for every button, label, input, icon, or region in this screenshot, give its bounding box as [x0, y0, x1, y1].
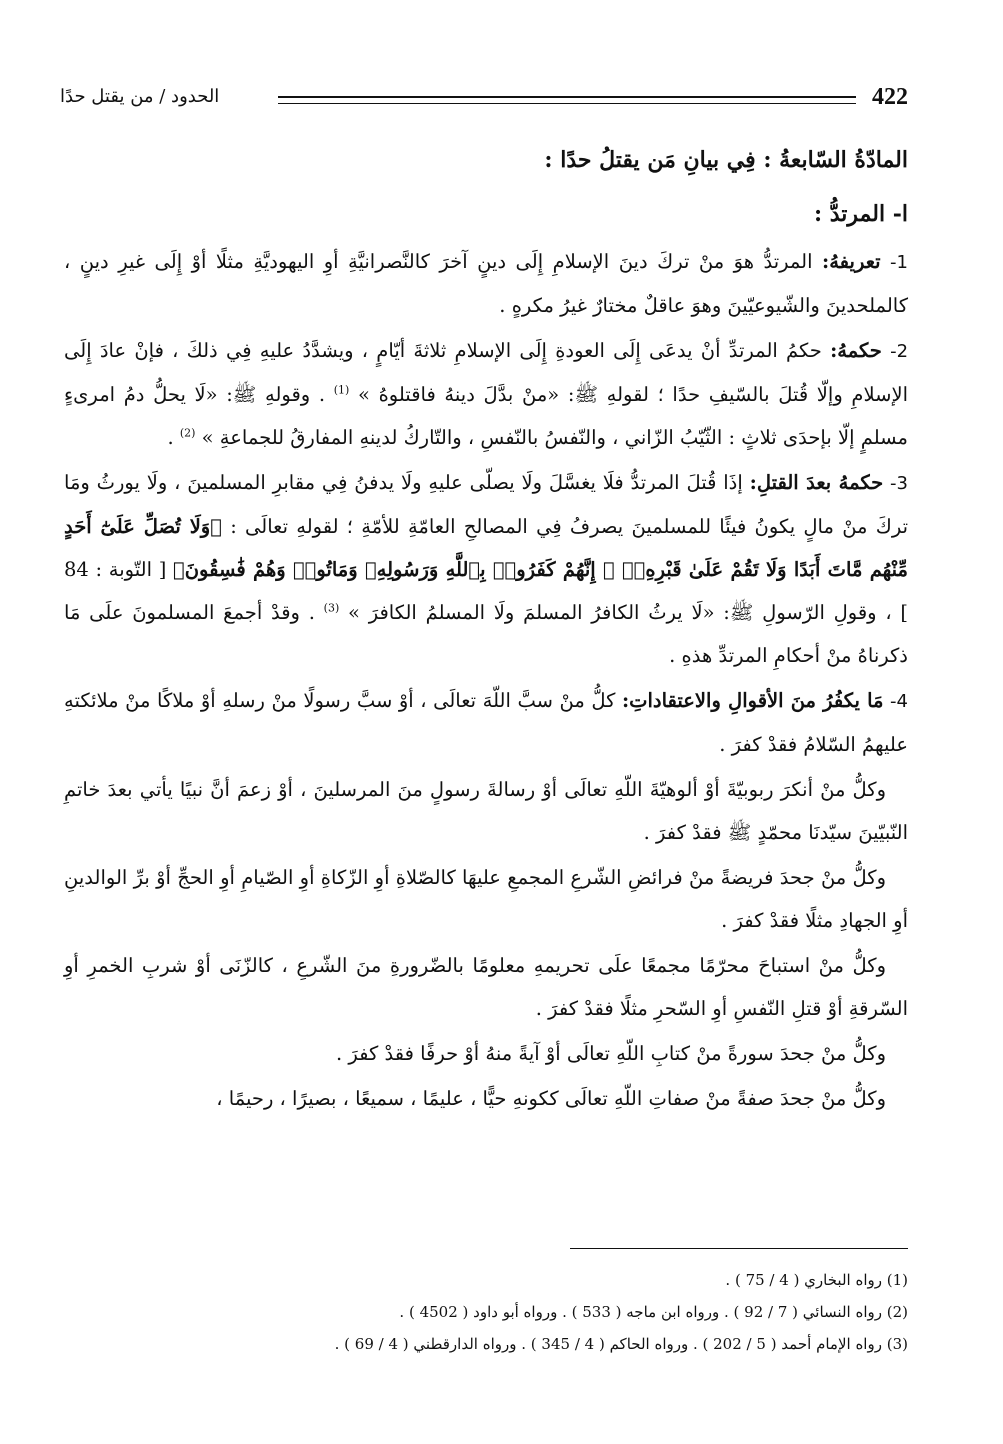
section-title: المادّةُ السّابعةُ : فِي بيانِ مَن يقتلُ حدًا :: [544, 147, 908, 173]
quran-verse: ﴿وَلَا تُصَلِّ عَلَىٰٓ أَحَدٍ مِّنْهُم مَّاتَ أَبَدًا وَلَا تَقُمْ عَلَىٰ قَبْرِهِۦٓ ۖ إِنَّهُمْ كَفَرُوا۟ بِٱللَّهِ وَرَسُولِهِۦ وَمَاتُوا۟ وَهُمْ فَٰسِقُونَ﴾: [64, 515, 908, 581]
paragraph-term: حكمهُ:: [830, 339, 882, 362]
paragraph-text: حكمُ المرتدِّ أنْ يدعَى إِلَى العودةِ إِلَى الإسلامِ ثلاثةَ أيّامٍ ، ويشدَّدُ عليهِ فِي ذلكَ ، فإنْ عادَ إِلَى الإسلامِ وإلّا قُتلَ بالسّيفِ حدًا ؛ لقولهِ ﷺ: «منْ بدَّلَ دينهُ فاقتلوهُ »: [64, 339, 909, 406]
paragraph-continuation: وكلُّ منْ جحدَ صفةً منْ صفاتِ اللّهِ تعالَى ككونهِ حيًّا ، عليمًا ، سميعًا ، بصيرًا ، رحيمًا ،: [216, 1087, 886, 1110]
paragraph-disbelief: [64, 679, 908, 766]
verse-reference: [ التّوبة : 84 ]: [64, 558, 908, 624]
paragraph-term: تعريفهُ:: [822, 250, 881, 273]
paragraph-ruling: [64, 329, 908, 459]
paragraph-continuation: وكلُّ منْ استباحَ محرّمًا مجمعًا علَى تحريمهِ معلومًا بالضّرورةِ منَ الشّرعِ ، كالزّنَى أوْ شربِ الخمرِ أوِ السّرقةِ أوْ قتلِ النّفسِ أوِ السّحرِ مثلًا فقدْ كفرَ .: [64, 954, 908, 1020]
header-rule: [278, 96, 856, 104]
footnotes: [64, 1264, 908, 1360]
paragraph-text: . وقولهِ ﷺ: «لَا يحلُّ دمُ امرىءٍ مسلمٍ إلّا بإحدَى ثلاثٍ : الثّيّبُ الزّاني ، والنّفسُ بالنّفسِ ، والتّاركُ لدينهِ المفارقُ للجماعةِ »: [64, 383, 908, 449]
paragraph-text: كلُّ منْ سبَّ اللّهَ تعالَى ، أوْ سبَّ رسولًا منْ رسلهِ أوْ ملاكًا منْ ملائكتهِ عليهمُ السّلامُ فقدْ كفرَ .: [64, 689, 908, 756]
footnote-divider: [570, 1248, 908, 1249]
paragraph-text: .: [167, 426, 174, 449]
footnote: (2) رواه النسائي ( 7 / 92 ) . ورواه ابن ماجه ( 533 ) . ورواه أبو داود ( 4502 ) .: [399, 1303, 908, 1321]
paragraph-term: مَا يكفُرُ منَ الأقوالِ والاعتقاداتِ:: [621, 689, 884, 712]
paragraph-continuation: وكلُّ منْ أنكرَ ربوبيّةَ أوْ ألوهيّةَ اللّهِ تعالَى أوْ رسالةَ رسولٍ منَ المرسلينَ ، أوْ زعمَ أنَّ نبيًا يأتي بعدَ خاتمِ النّبيّينَ سيّدنَا محمّدٍ ﷺ فقدْ كفرَ .: [64, 778, 908, 844]
paragraph-continuation: وكلُّ منْ جحدَ فريضةً منْ فرائضِ الشّرعِ المجمعِ عليهَا كالصّلاةِ أوِ الزّكاةِ أوِ الصّيامِ أوِ الحجِّ أوْ برِّ الوالدينِ أوِ الجهادِ مثلًا فقدْ كفرَ .: [64, 866, 908, 932]
paragraph-term: حكمهُ بعدَ القتلِ:: [749, 471, 884, 494]
footnote: (3) رواه الإمام أحمد ( 5 / 202 ) . ورواه الحاكم ( 4 / 345 ) . ورواه الدارقطني ( 4 / 69 ) .: [334, 1335, 908, 1353]
footnote-ref: (1): [333, 383, 350, 397]
page-body: [64, 132, 908, 1122]
footnote: (1) رواه البخاري ( 4 / 75 ) .: [725, 1271, 908, 1289]
paragraph-number: 4-: [890, 691, 908, 712]
running-title: الحدود / من يقتل حدًا: [60, 86, 220, 107]
paragraph-number: 3-: [890, 473, 908, 494]
paragraph-text: ، وقولِ الرّسولِ ﷺ: «لَا يرثُ الكافرُ المسلمَ ولَا المسلمُ الكافرَ »: [348, 601, 892, 624]
paragraph-text: إذَا قُتلَ المرتدُّ فلَا يغسَّلَ ولَا يصلّى عليهِ ولَا يدفنُ فِي مقابرِ المسلمينَ ، ولَا يورثُ ومَا تركَ منْ مالٍ يكونُ فيئًا للمسلمينَ يصرفُ فِي المصالحِ العامّةِ للأمّةِ ؛ لقولهِ تعالَى :: [64, 471, 909, 538]
paragraph-continuation: وكلُّ منْ جحدَ سورةً منْ كتابِ اللّهِ تعالَى أوْ آيةً منهُ أوْ حرفًا فقدْ كفرَ .: [335, 1042, 886, 1065]
paragraph-definition: [64, 240, 908, 327]
page-number: 422: [872, 84, 908, 110]
page-header: [60, 82, 908, 116]
paragraph-number: 1-: [890, 252, 908, 273]
footnote-ref: (3): [323, 601, 340, 615]
paragraph-text: المرتدُّ هوَ منْ تركَ دينَ الإسلامِ إِلَى دينٍ آخرَ كالنَّصرانيَّةِ أوِ اليهوديَّةِ مثلًا أوْ إِلَى غيرِ دينٍ ، كالملحدينَ والشّيوعيّينَ وهوَ عاقلٌ مختارٌ غيرُ مكرهٍ .: [64, 250, 908, 317]
paragraph-number: 2-: [890, 341, 909, 362]
paragraph-text: . وقدْ أجمعَ المسلمونَ علَى مَا ذكرناهُ منْ أحكامِ المرتدِّ هذهِ .: [64, 601, 908, 667]
subsection-title: ا- المرتدُّ :: [813, 201, 908, 227]
footnote-ref: (2): [179, 426, 196, 440]
paragraph-after-execution: [64, 461, 908, 677]
